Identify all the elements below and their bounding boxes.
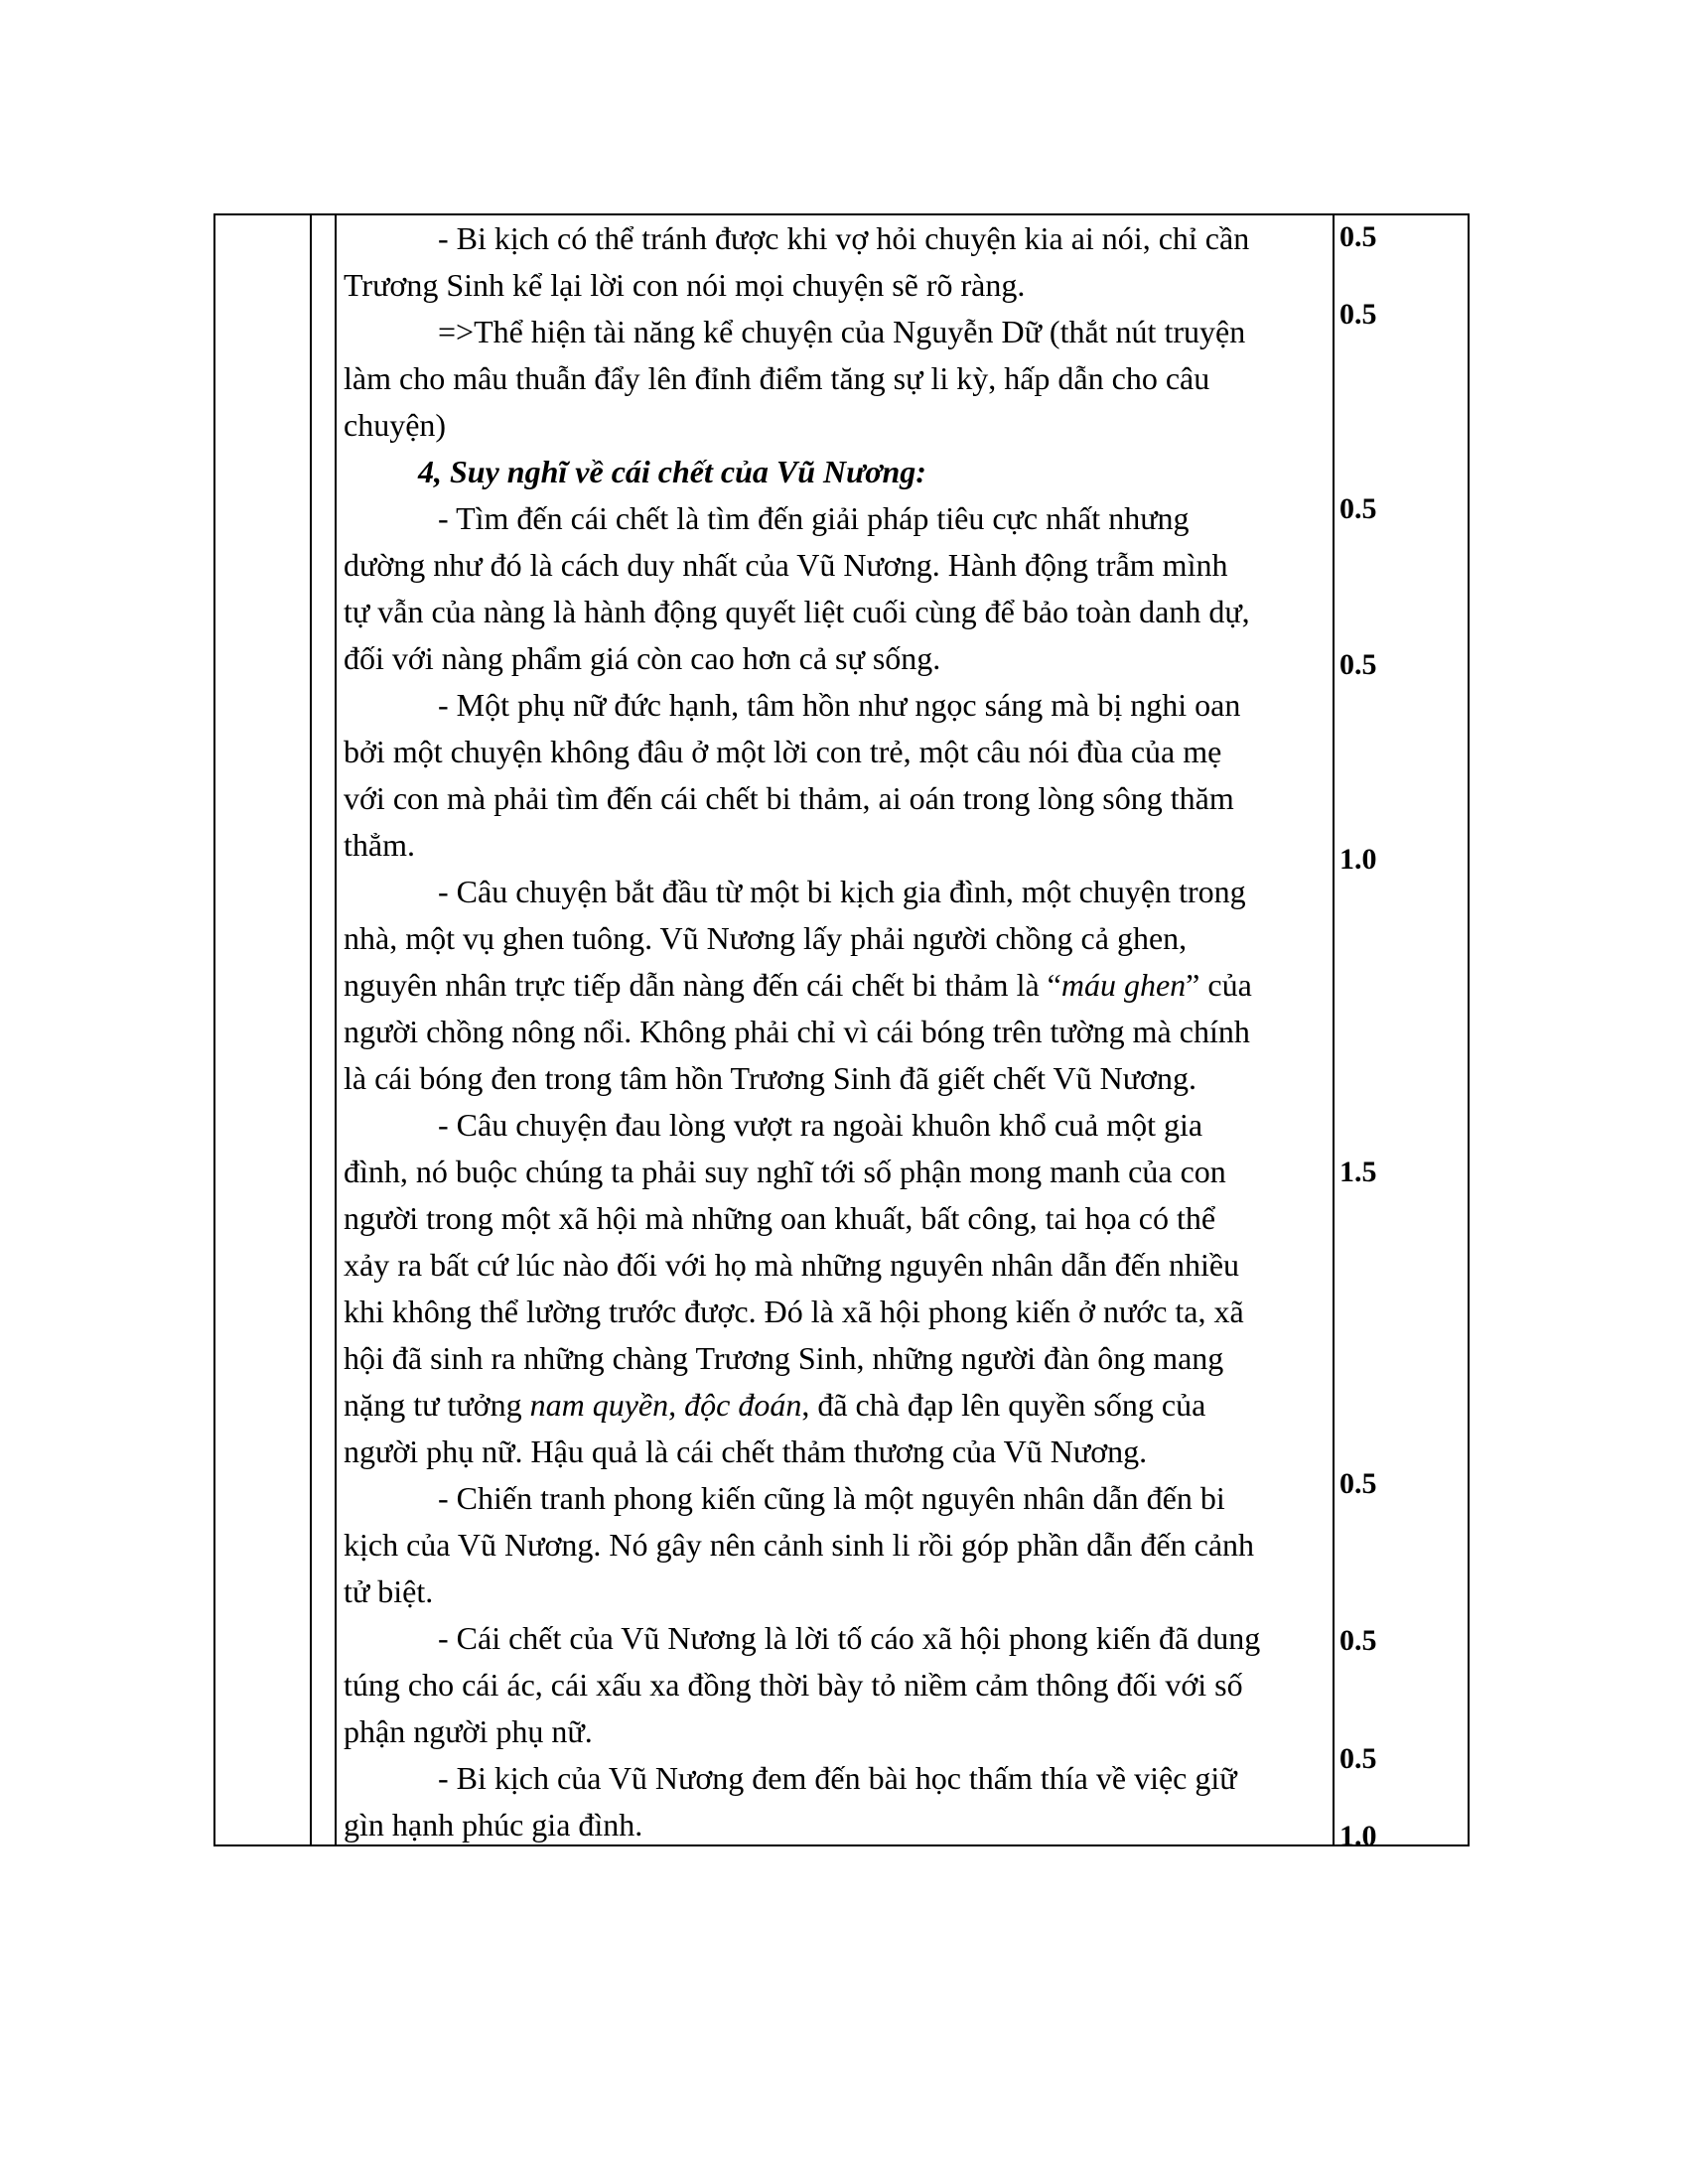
text-line: - Tìm đến cái chết là tìm đến giải pháp tiêu cực nhất nhưng xyxy=(438,500,1190,536)
text-line: dường như đó là cách duy nhất của Vũ Nương. Hành động trẫm mình xyxy=(344,547,1228,583)
paragraph-2 xyxy=(344,309,1319,449)
score-9: 0.5 xyxy=(1339,1742,1377,1775)
text-line: thẳm. xyxy=(344,827,415,863)
text-line: - Một phụ nữ đức hạnh, tâm hồn như ngọc sáng mà bị nghi oan xyxy=(438,687,1241,723)
text-line: người trong một xã hội mà những oan khuất, bất công, tai họa có thể xyxy=(344,1200,1216,1236)
text-line: làm cho mâu thuẫn đẩy lên đỉnh điểm tăng sự li kỳ, hấp dẫn cho câu xyxy=(344,360,1210,396)
text-line: nhà, một vụ ghen tuông. Vũ Nương lấy phải người chồng cả ghen, xyxy=(344,920,1188,956)
text-line: chuyện) xyxy=(344,407,447,443)
text-line: tự vẫn của nàng là hành động quyết liệt cuối cùng để bảo toàn danh dự, xyxy=(344,594,1250,629)
text-line: với con mà phải tìm đến cái chết bi thảm, ai oán trong lòng sông thăm xyxy=(344,780,1234,816)
text-line: bởi một chuyện không đâu ở một lời con trẻ, một câu nói đùa của mẹ xyxy=(344,734,1222,769)
score-10: 1.0 xyxy=(1339,1820,1377,1852)
score-6: 1.5 xyxy=(1339,1156,1377,1188)
paragraph-3 xyxy=(344,495,1319,682)
paragraph-5 xyxy=(344,869,1319,1102)
text-line: người phụ nữ. Hậu quả là cái chết thảm thương của Vũ Nương. xyxy=(344,1433,1148,1469)
score-3: 0.5 xyxy=(1339,492,1377,525)
section-heading xyxy=(344,449,1319,495)
text-line: - Bi kịch của Vũ Nương đem đến bài học thấm thía về việc giữ xyxy=(438,1760,1237,1796)
text-line: =>Thể hiện tài năng kể chuyện của Nguyễn Dữ (thắt nút truyện xyxy=(438,314,1246,349)
column-divider-3 xyxy=(1333,215,1335,1844)
text-line: - Bi kịch có thể tránh được khi vợ hỏi chuyện kia ai nói, chỉ cần xyxy=(438,220,1250,256)
text-line: đối với nàng phẩm giá còn cao hơn cả sự sống. xyxy=(344,640,941,676)
text-line: - Câu chuyện bắt đầu từ một bi kịch gia đình, một chuyện trong xyxy=(438,874,1246,909)
paragraph-9 xyxy=(344,1755,1319,1848)
text-line: - Câu chuyện đau lòng vượt ra ngoài khuôn khổ cuả một gia xyxy=(438,1107,1203,1143)
text-line: gìn hạnh phúc gia đình. xyxy=(344,1807,643,1843)
column-divider-1 xyxy=(310,215,312,1844)
text-line: xảy ra bất cứ lúc nào đối với họ mà những nguyên nhân dẫn đến nhiều xyxy=(344,1247,1240,1283)
paragraph-6 xyxy=(344,1102,1319,1475)
text-line: tử biệt. xyxy=(344,1573,434,1609)
text-line: người chồng nông nổi. Không phải chỉ vì cái bóng trên tường mà chính xyxy=(344,1014,1250,1049)
italic-phrase: nam quyền, độc đoán xyxy=(529,1387,802,1423)
paragraph-8 xyxy=(344,1615,1319,1755)
text-line: túng cho cái ác, cái xấu xa đồng thời bày tỏ niềm cảm thông đối với số xyxy=(344,1667,1243,1703)
text-line: kịch của Vũ Nương. Nó gây nên cảnh sinh li rồi góp phần dẫn đến cảnh xyxy=(344,1527,1255,1563)
paragraph-1 xyxy=(344,215,1319,309)
italic-phrase: máu ghen xyxy=(1060,967,1187,1003)
score-7: 0.5 xyxy=(1339,1467,1377,1500)
text-line: nặng tư tưởng nam quyền, độc đoán, đã chà đạp lên quyền sống của xyxy=(344,1387,1206,1423)
text-line: Trương Sinh kể lại lời con nói mọi chuyện sẽ rõ ràng. xyxy=(344,267,1026,303)
text-line: nguyên nhân trực tiếp dẫn nàng đến cái chết bi thảm là “máu ghen” của xyxy=(344,967,1252,1003)
score-8: 0.5 xyxy=(1339,1624,1377,1657)
text-line: đình, nó buộc chúng ta phải suy nghĩ tới số phận mong manh của con xyxy=(344,1154,1226,1189)
paragraph-4 xyxy=(344,682,1319,869)
text-line: hội đã sinh ra những chàng Trương Sinh, những người đàn ông mang xyxy=(344,1340,1224,1376)
text-line: khi không thể lường trước được. Đó là xã hội phong kiến ở nước ta, xã xyxy=(344,1294,1244,1329)
score-5: 1.0 xyxy=(1339,843,1377,876)
column-divider-2 xyxy=(335,215,337,1844)
score-4: 0.5 xyxy=(1339,648,1377,681)
score-1: 0.5 xyxy=(1339,220,1377,253)
paragraph-7 xyxy=(344,1475,1319,1615)
heading-line: 4, Suy nghĩ về cái chết của Vũ Nương: xyxy=(418,454,926,489)
text-line: - Cái chết của Vũ Nương là lời tố cáo xã hội phong kiến đã dung xyxy=(438,1620,1261,1656)
text-line: phận người phụ nữ. xyxy=(344,1713,593,1749)
text-line: - Chiến tranh phong kiến cũng là một nguyên nhân dẫn đến bi xyxy=(438,1480,1225,1516)
text-line: là cái bóng đen trong tâm hồn Trương Sinh đã giết chết Vũ Nương. xyxy=(344,1060,1196,1096)
score-2: 0.5 xyxy=(1339,298,1377,331)
